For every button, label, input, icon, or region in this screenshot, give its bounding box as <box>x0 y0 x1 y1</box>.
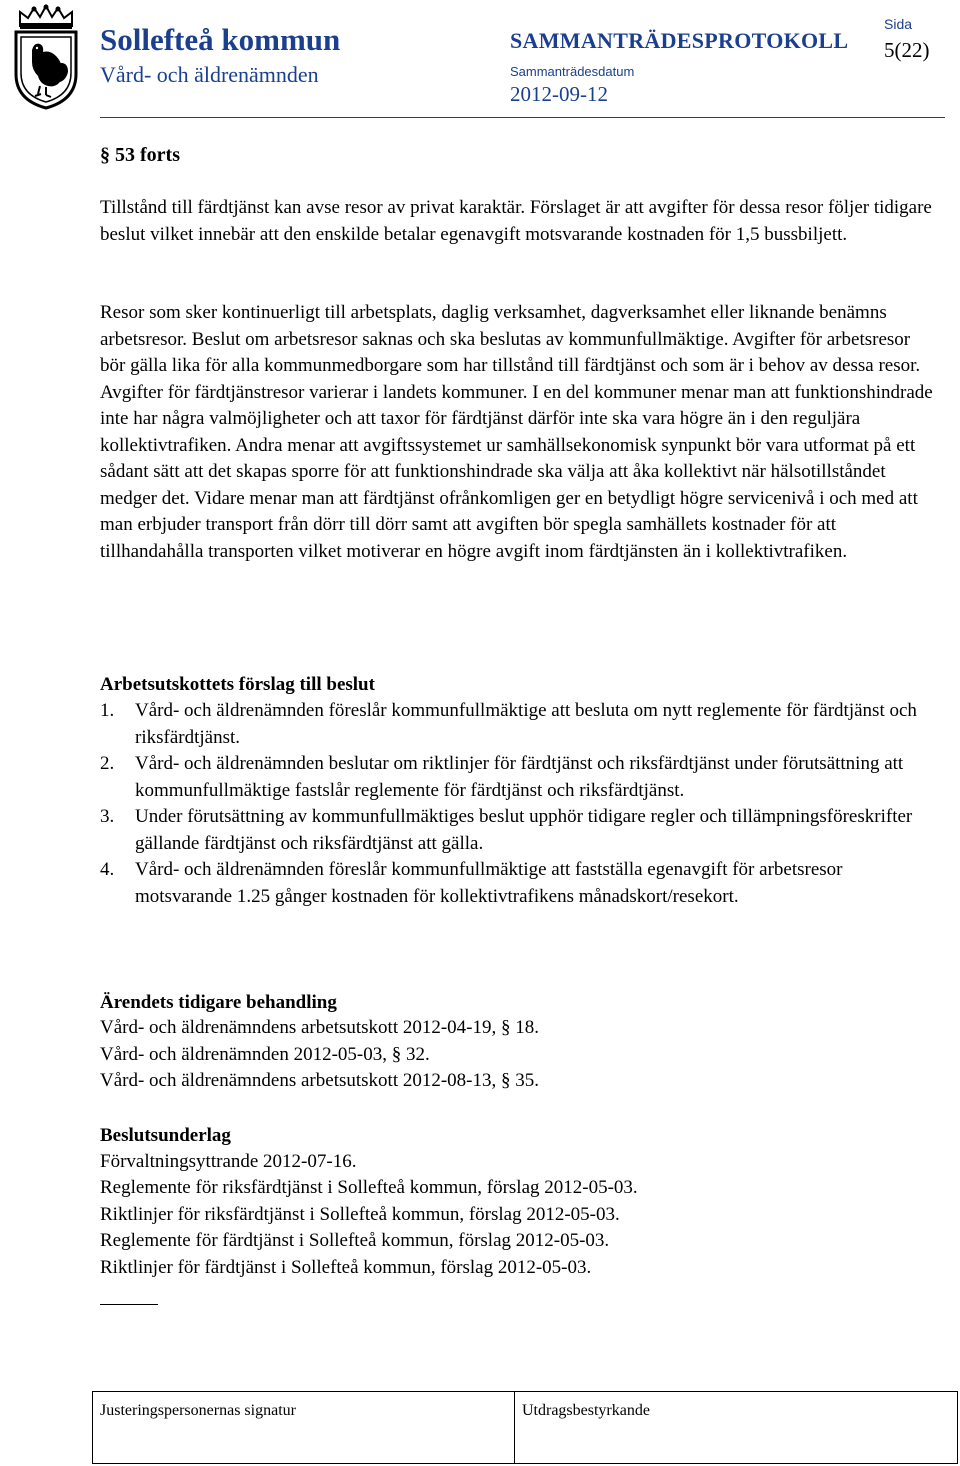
signature-label: Justeringspersonernas signatur <box>100 1402 296 1419</box>
proposal-item-text: Under förutsättning av kommunfullmäktiges beslut upphör tidigare regler och tillämpningsföreskrifter gällande färdtjänst och riksfärdtjänst att gälla. <box>135 806 913 854</box>
basis-heading: Beslutsunderlag <box>100 1125 231 1146</box>
municipal-crest-logo <box>10 4 82 110</box>
basis-line: Reglemente för riksfärdtjänst i Sollefteå kommun, förslag 2012-05-03. <box>100 1177 638 1198</box>
proposal-item-number: 1. <box>100 700 115 721</box>
extract-certification-label: Utdragsbestyrkande <box>522 1402 650 1419</box>
organization-name: Sollefteå kommun <box>100 22 341 57</box>
section-heading: § 53 forts <box>100 144 180 166</box>
footer-divider <box>514 1391 515 1464</box>
history-line: Vård- och äldrenämndens arbetsutskott 2012-04-19, § 18. <box>100 1017 540 1038</box>
proposal-item <box>100 857 938 910</box>
proposal-heading: Arbetsutskottets förslag till beslut <box>100 674 375 695</box>
proposal-item-text: Vård- och äldrenämnden föreslår kommunfullmäktige att fastställa egenavgift för arbetsresor motsvarande 1.25 gånger kostnaden för kollektivtrafikens månadskort/resekort. <box>135 859 843 907</box>
header-divider <box>100 117 945 118</box>
history-line: Vård- och äldrenämnden 2012-05-03, § 32. <box>100 1044 430 1065</box>
basis-line: Riktlinjer för riksfärdtjänst i Sollefteå kommun, förslag 2012-05-03. <box>100 1204 620 1225</box>
board-name: Vård- och äldrenämnden <box>100 62 319 87</box>
document-type: SAMMANTRÄDESPROTOKOLL <box>510 28 849 53</box>
proposal-item-number: 4. <box>100 859 115 880</box>
proposal-item-number: 2. <box>100 753 115 774</box>
proposal-item <box>100 804 938 857</box>
meeting-date-value: 2012-09-12 <box>510 82 608 106</box>
proposal-list <box>100 698 938 910</box>
history-heading: Ärendets tidigare behandling <box>100 992 337 1013</box>
page-label: Sida <box>884 16 913 32</box>
paragraph-work-trips: Resor som sker kontinuerligt till arbetsplats, daglig verksamhet, dagverksamhet eller liknande benämns arbetsresor. Beslut om arbetsresor saknas och ska beslutas av kommunfullmäktige. Avgifter för arbetsresor bör gälla lika för alla kommunmedborgare som har tillstånd till färdtjänst och som är i behov av dessa resor. Avgifter för färdtjänstresor varierar i landets kommuner. I en del kommuner menar man att funktionshindrade inte har några valmöjligheter och att taxor för färdtjänst därför inte ska vara högre än i den reguljära kollektivtrafiken. Andra menar att avgiftssystemet ur samhällsekonomisk synpunkt bör vara utformat på ett sådant sätt att det skapas sporre för att funktionshindrade ska välja att åka kollektivt när hälsotillståndet medger det. Vidare menar man att färdtjänst ofrånkomligen ger en betydligt högre servicenivå i och med att man erbjuder transport från dörr till dörr samt att avgiften bör spegla samhällets kostnader för att tillhandahålla transporten vilket motiverar en högre avgift inom färdtjänsten än i kollektivtrafiken. <box>100 302 933 562</box>
proposal-item-text: Vård- och äldrenämnden föreslår kommunfullmäktige att besluta om nytt reglemente för färdtjänst och riksfärdtjänst. <box>135 700 917 748</box>
basis-line: Riktlinjer för färdtjänst i Sollefteå kommun, förslag 2012-05-03. <box>100 1257 592 1278</box>
proposal-item-text: Vård- och äldrenämnden beslutar om riktlinjer för färdtjänst och riksfärdtjänst under förutsättning att kommunfullmäktige fastslår reglemente för färdtjänst och riksfärdtjänst. <box>135 753 904 801</box>
proposal-item <box>100 698 938 751</box>
end-divider <box>100 1304 158 1305</box>
proposal-item <box>100 751 938 804</box>
history-line: Vård- och äldrenämndens arbetsutskott 2012-08-13, § 35. <box>100 1070 540 1091</box>
basis-line: Reglemente för färdtjänst i Sollefteå kommun, förslag 2012-05-03. <box>100 1230 610 1251</box>
basis-line: Förvaltningsyttrande 2012-07-16. <box>100 1151 357 1172</box>
meeting-date-label: Sammanträdesdatum <box>510 64 635 79</box>
page-number: 5(22) <box>884 38 930 62</box>
proposal-item-number: 3. <box>100 806 115 827</box>
paragraph-private-trips: Tillstånd till färdtjänst kan avse resor av privat karaktär. Förslaget är att avgifter för dessa resor följer tidigare beslut vilket innebär att den enskilde betalar egenavgift motsvarande kostnaden för 1,5 bussbiljett. <box>100 197 932 245</box>
